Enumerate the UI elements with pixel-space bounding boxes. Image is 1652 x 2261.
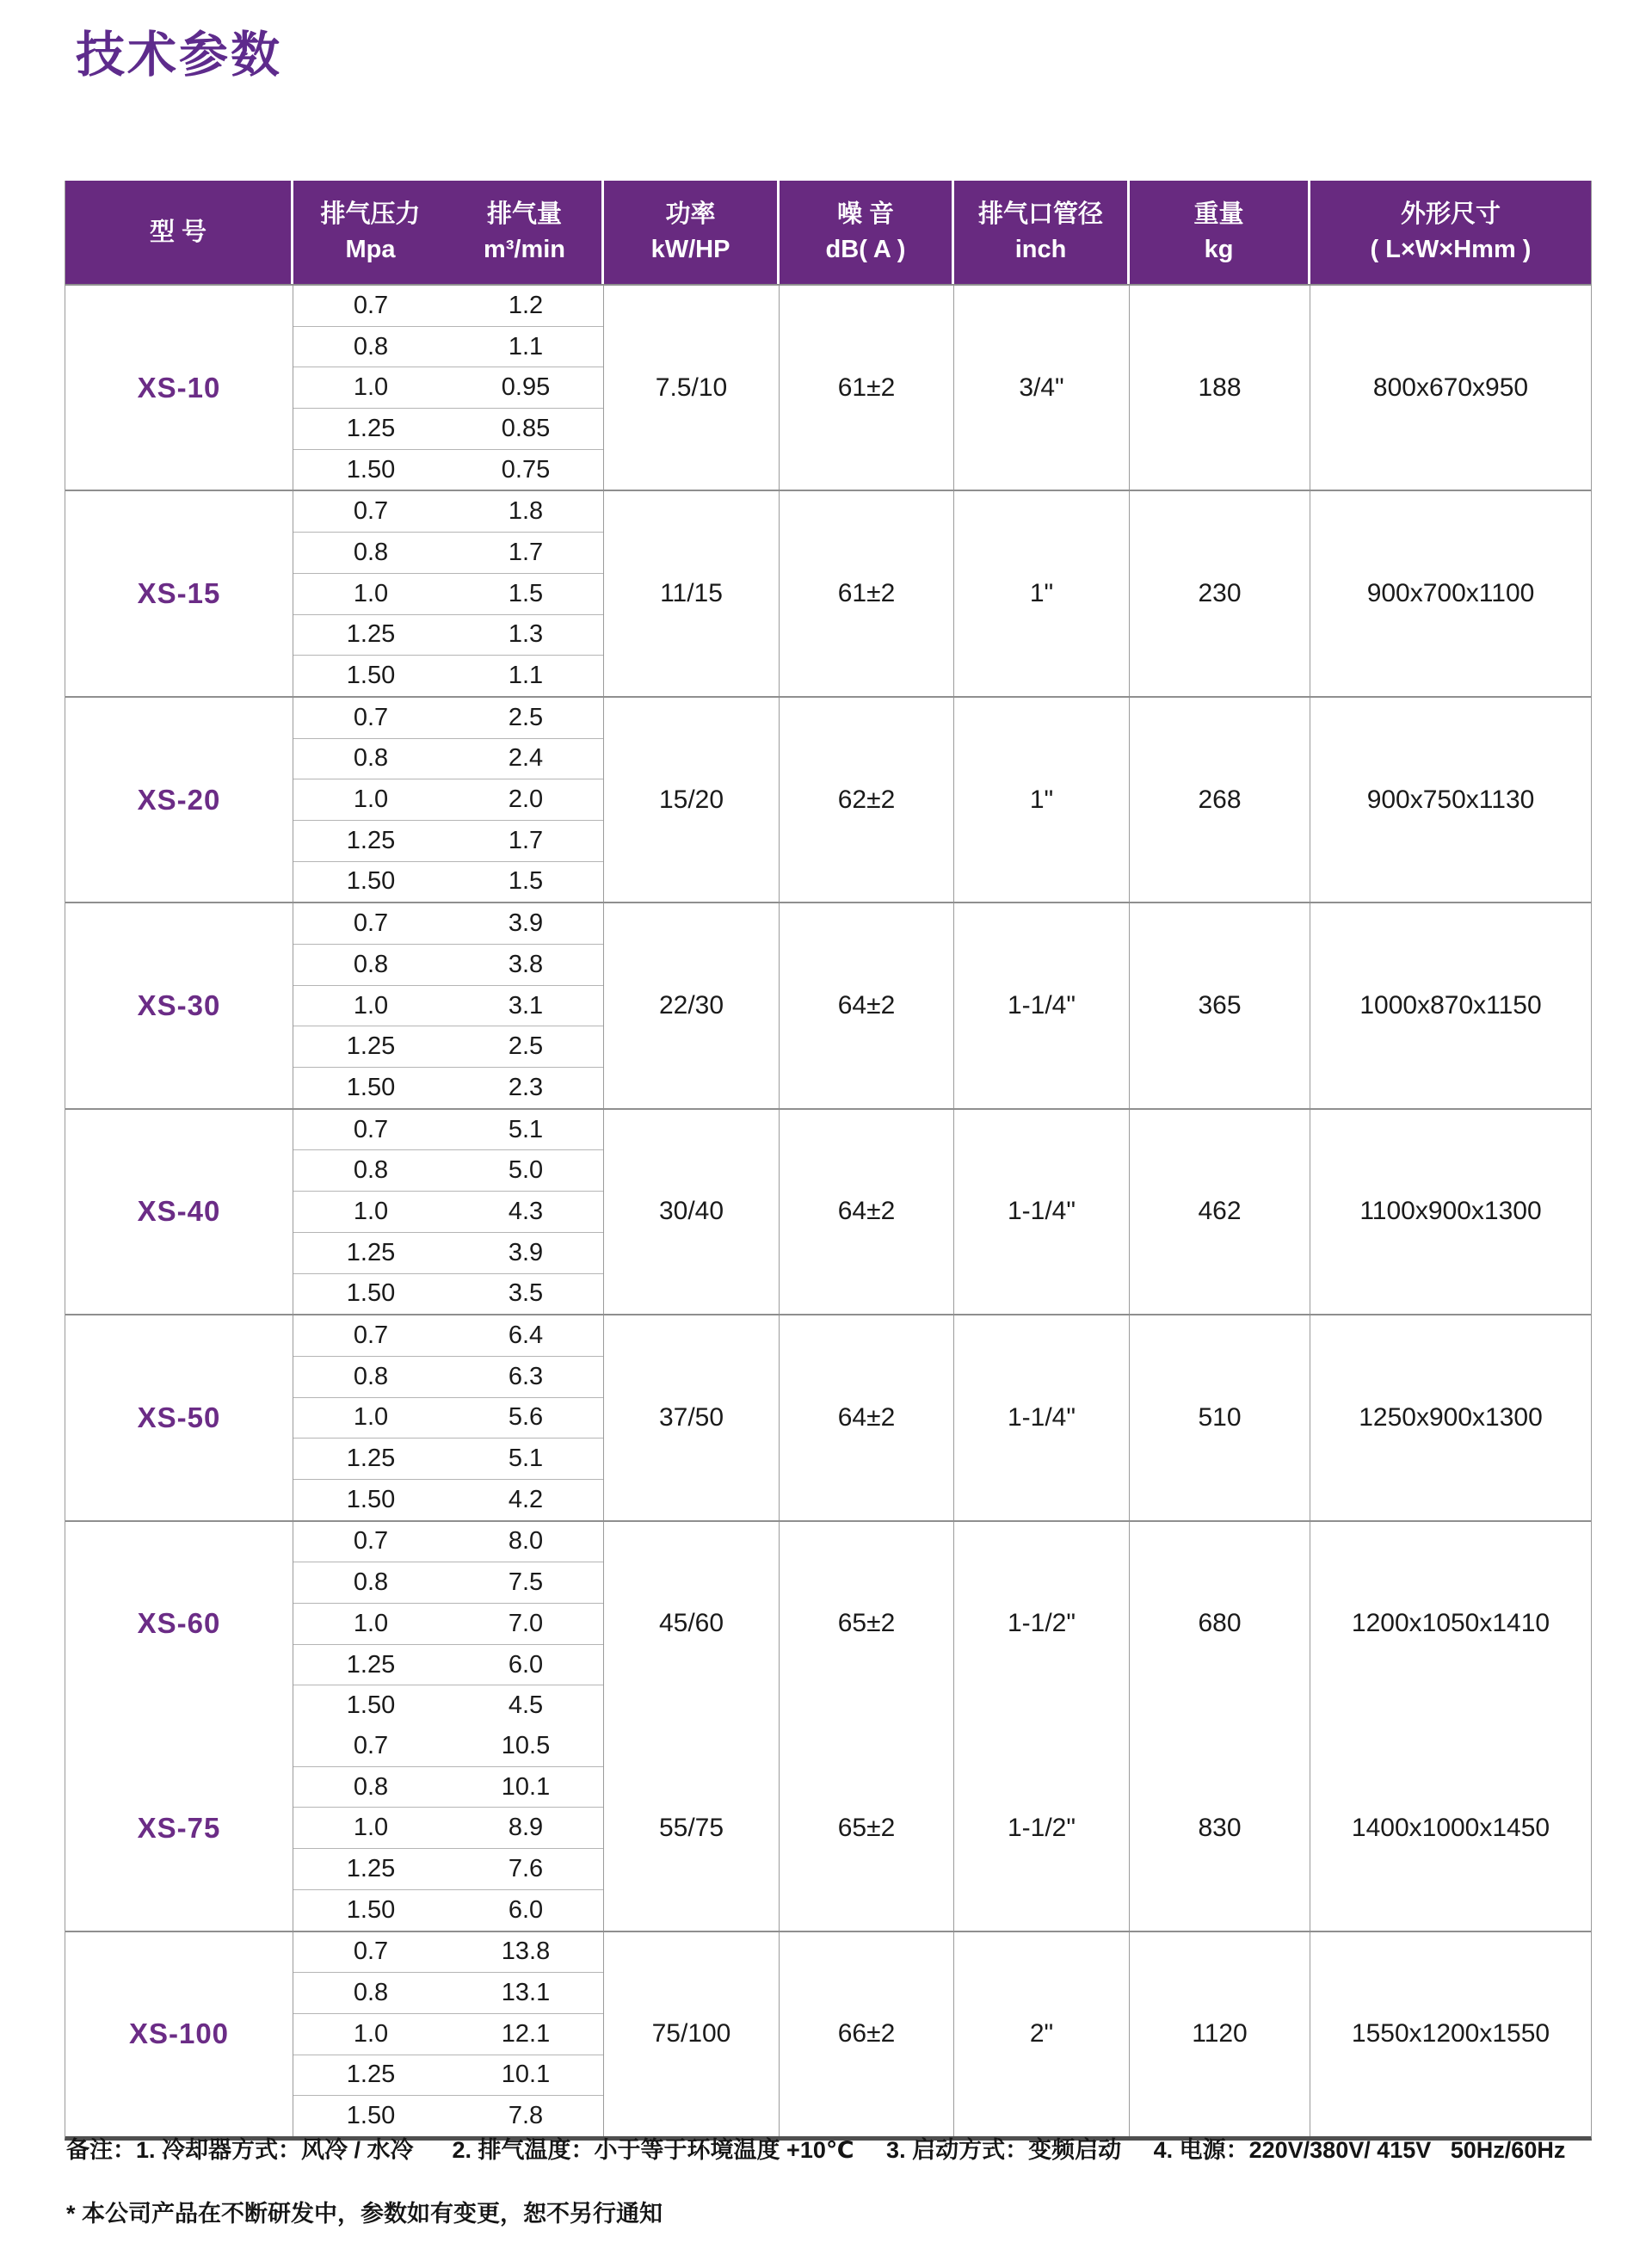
pressure-value: 1.0 bbox=[353, 1403, 389, 1432]
displacement-value: 3.5 bbox=[508, 1279, 544, 1308]
displacement-value: 6.0 bbox=[508, 1895, 544, 1924]
model-cell bbox=[65, 903, 293, 1107]
table-row bbox=[293, 2014, 603, 2055]
pressure-value: 1.50 bbox=[346, 1279, 396, 1308]
dims-value: 1550x1200x1550 bbox=[1351, 2019, 1550, 2048]
noise-value: 62±2 bbox=[780, 698, 954, 902]
header-dimensions bbox=[1310, 181, 1591, 284]
table-row bbox=[293, 779, 603, 821]
pressure-displacement-cell bbox=[293, 491, 604, 695]
pressure-value: 0.8 bbox=[353, 1568, 389, 1597]
pipe-value: 1-1/4" bbox=[954, 903, 1130, 1107]
pressure-value: 1.50 bbox=[346, 867, 396, 896]
table-row bbox=[293, 1604, 603, 1645]
model-cell bbox=[65, 491, 293, 695]
pressure-displacement-cell bbox=[293, 1522, 604, 1726]
pressure-value: 1.25 bbox=[346, 1650, 396, 1679]
model-cell bbox=[65, 286, 293, 490]
model-label: XS-40 bbox=[137, 1195, 221, 1228]
displacement-value: 0.75 bbox=[501, 455, 551, 484]
table-row bbox=[293, 1026, 603, 1068]
pipe-value: 1-1/4" bbox=[954, 1315, 1130, 1519]
weight-value: 680 bbox=[1130, 1522, 1310, 1726]
table-body bbox=[65, 284, 1591, 2136]
header-power-unit: kW/HP bbox=[650, 236, 730, 263]
pressure-value: 0.8 bbox=[353, 744, 389, 773]
table-row bbox=[293, 1398, 603, 1439]
displacement-value: 13.1 bbox=[501, 1979, 551, 2007]
table-row bbox=[293, 491, 603, 533]
table-row bbox=[293, 1274, 603, 1315]
pressure-value: 1.0 bbox=[353, 991, 389, 1020]
dims-value: 900x700x1100 bbox=[1366, 579, 1535, 608]
table-row bbox=[293, 1110, 603, 1151]
displacement-value: 10.1 bbox=[501, 2061, 551, 2089]
power-value: 7.5/10 bbox=[604, 286, 780, 490]
header-pressure-unit: Mpa bbox=[345, 236, 396, 263]
table-row bbox=[293, 945, 603, 986]
displacement-value: 3.9 bbox=[508, 1238, 544, 1266]
pressure-value: 0.8 bbox=[353, 1156, 389, 1185]
model-block-XS-30 bbox=[65, 902, 1591, 1107]
displacement-value: 1.7 bbox=[508, 538, 544, 566]
dims-value: 1250x900x1300 bbox=[1359, 1402, 1543, 1432]
table-row bbox=[293, 1480, 603, 1520]
pipe-value: 3/4" bbox=[954, 286, 1130, 490]
header-noise bbox=[780, 181, 954, 284]
displacement-value: 10.5 bbox=[501, 1731, 551, 1759]
displacement-value: 3.1 bbox=[508, 991, 544, 1020]
pressure-value: 0.7 bbox=[353, 1938, 389, 1966]
pressure-value: 0.7 bbox=[353, 1115, 389, 1143]
displacement-value: 0.85 bbox=[501, 414, 551, 442]
table-row bbox=[293, 1522, 603, 1563]
table-row bbox=[293, 821, 603, 862]
table-row bbox=[293, 2055, 603, 2097]
model-label: XS-50 bbox=[137, 1401, 221, 1433]
pressure-value: 0.7 bbox=[353, 1731, 389, 1759]
model-label: XS-20 bbox=[137, 783, 221, 816]
weight-value: 462 bbox=[1130, 1110, 1310, 1314]
header-weight-unit: kg bbox=[1204, 236, 1234, 263]
pressure-value: 1.25 bbox=[346, 414, 396, 442]
displacement-value: 5.1 bbox=[508, 1115, 544, 1143]
displacement-value: 12.1 bbox=[501, 2019, 551, 2048]
pipe-value: 1" bbox=[954, 698, 1130, 902]
displacement-value: 2.5 bbox=[508, 1032, 544, 1061]
table-row bbox=[293, 986, 603, 1027]
table-row bbox=[293, 1357, 603, 1398]
header-pressure bbox=[293, 197, 447, 268]
pressure-displacement-cell bbox=[293, 698, 604, 902]
displacement-value: 6.3 bbox=[508, 1362, 544, 1390]
spec-table bbox=[65, 181, 1592, 2141]
displacement-value: 4.5 bbox=[508, 1691, 544, 1720]
table-row bbox=[293, 862, 603, 903]
pressure-value: 1.25 bbox=[346, 1238, 396, 1266]
displacement-value: 1.1 bbox=[508, 662, 544, 690]
table-row bbox=[293, 1808, 603, 1849]
table-row bbox=[293, 533, 603, 574]
pipe-value: 1" bbox=[954, 491, 1130, 695]
displacement-value: 2.4 bbox=[508, 744, 544, 773]
table-row bbox=[293, 698, 603, 739]
table-row bbox=[293, 1192, 603, 1233]
power-value: 22/30 bbox=[604, 903, 780, 1107]
header-displacement-unit: m³/min bbox=[483, 236, 566, 263]
displacement-value: 10.1 bbox=[501, 1772, 551, 1801]
pipe-value: 1-1/2" bbox=[954, 1726, 1130, 1930]
note-line-2: * 本公司产品在不断研发中，参数如有变更，恕不另行通知 bbox=[66, 2201, 663, 2227]
model-cell bbox=[65, 1315, 293, 1519]
noise-value: 61±2 bbox=[780, 286, 954, 490]
pressure-value: 1.25 bbox=[346, 1032, 396, 1061]
model-block-XS-75 bbox=[65, 1726, 1591, 1930]
header-pipe-diameter bbox=[954, 181, 1130, 284]
header-power-label: 功率 bbox=[665, 200, 716, 228]
noise-value: 66±2 bbox=[780, 1932, 954, 2136]
pressure-value: 0.8 bbox=[353, 538, 389, 566]
model-label: XS-100 bbox=[128, 2018, 230, 2050]
displacement-value: 1.3 bbox=[508, 620, 544, 649]
weight-value: 230 bbox=[1130, 491, 1310, 695]
power-value: 55/75 bbox=[604, 1726, 780, 1930]
table-row bbox=[293, 1767, 603, 1808]
displacement-value: 5.1 bbox=[508, 1445, 544, 1473]
pressure-value: 1.0 bbox=[353, 1814, 389, 1842]
dims-value: 1400x1000x1450 bbox=[1351, 1813, 1550, 1842]
pipe-value: 1-1/2" bbox=[954, 1522, 1130, 1726]
power-value: 75/100 bbox=[604, 1932, 780, 2136]
table-row bbox=[293, 656, 603, 696]
table-row bbox=[293, 1562, 603, 1604]
noise-value: 65±2 bbox=[780, 1726, 954, 1930]
power-value: 45/60 bbox=[604, 1522, 780, 1726]
power-value: 15/20 bbox=[604, 698, 780, 902]
header-pressure-displacement bbox=[293, 181, 604, 284]
pressure-value: 1.0 bbox=[353, 785, 389, 814]
note-line-1: 备注：1. 冷却器方式：风冷 / 水冷 2. 排气温度：小于等于环境温度 +10℃ 3. 启动方式：变频启动 4. 电源：220V/380V/ 415V 50Hz/60Hz bbox=[66, 2137, 1566, 2163]
weight-value: 510 bbox=[1130, 1315, 1310, 1519]
pressure-value: 0.7 bbox=[353, 291, 389, 319]
pressure-value: 0.7 bbox=[353, 497, 389, 526]
header-pipe-diameter-unit: inch bbox=[1014, 236, 1067, 263]
displacement-value: 4.2 bbox=[508, 1485, 544, 1513]
header-power bbox=[604, 181, 780, 284]
table-row bbox=[293, 1932, 603, 1974]
weight-value: 1120 bbox=[1130, 1932, 1310, 2136]
header-noise-unit: dB( A ) bbox=[825, 236, 906, 263]
pressure-value: 1.0 bbox=[353, 579, 389, 607]
displacement-value: 8.9 bbox=[508, 1814, 544, 1842]
model-cell bbox=[65, 1726, 293, 1930]
pressure-value: 0.8 bbox=[353, 332, 389, 360]
pressure-value: 1.50 bbox=[346, 1073, 396, 1101]
model-cell bbox=[65, 698, 293, 902]
dims-value: 1100x900x1300 bbox=[1359, 1197, 1542, 1226]
pressure-value: 0.8 bbox=[353, 1772, 389, 1801]
pressure-value: 0.8 bbox=[353, 950, 389, 978]
weight-value: 268 bbox=[1130, 698, 1310, 902]
header-model bbox=[65, 181, 293, 284]
pressure-value: 0.7 bbox=[353, 703, 389, 731]
table-row bbox=[293, 1315, 603, 1357]
table-row bbox=[293, 574, 603, 615]
displacement-value: 5.6 bbox=[508, 1403, 544, 1432]
displacement-value: 7.0 bbox=[508, 1609, 544, 1637]
pressure-value: 1.0 bbox=[353, 373, 389, 402]
noise-value: 64±2 bbox=[780, 903, 954, 1107]
table-row bbox=[293, 1849, 603, 1890]
pressure-value: 0.7 bbox=[353, 1321, 389, 1350]
pressure-value: 0.7 bbox=[353, 1527, 389, 1556]
notes bbox=[66, 2103, 1565, 2261]
model-block-XS-10 bbox=[65, 284, 1591, 490]
displacement-value: 2.3 bbox=[508, 1073, 544, 1101]
displacement-value: 1.7 bbox=[508, 826, 544, 854]
displacement-value: 3.8 bbox=[508, 950, 544, 978]
pressure-value: 1.25 bbox=[346, 2061, 396, 2089]
dims-value: 900x750x1130 bbox=[1366, 785, 1535, 814]
dims-value: 1200x1050x1410 bbox=[1351, 1609, 1550, 1638]
displacement-value: 6.0 bbox=[508, 1650, 544, 1679]
header-displacement bbox=[447, 197, 601, 268]
header-noise-label: 噪 音 bbox=[836, 200, 895, 228]
displacement-value: 2.0 bbox=[508, 785, 544, 814]
table-header-row bbox=[65, 181, 1591, 284]
table-row bbox=[293, 1068, 603, 1108]
weight-value: 188 bbox=[1130, 286, 1310, 490]
header-pressure-label: 排气压力 bbox=[320, 200, 421, 228]
table-row bbox=[293, 1890, 603, 1931]
displacement-value: 5.0 bbox=[508, 1156, 544, 1185]
displacement-value: 1.8 bbox=[508, 497, 544, 526]
header-dimensions-label: 外形尺寸 bbox=[1400, 200, 1501, 228]
displacement-value: 2.5 bbox=[508, 703, 544, 731]
pressure-displacement-cell bbox=[293, 1726, 604, 1930]
pressure-value: 1.50 bbox=[346, 662, 396, 690]
displacement-value: 1.2 bbox=[508, 291, 544, 319]
model-block-XS-20 bbox=[65, 696, 1591, 902]
model-block-XS-50 bbox=[65, 1314, 1591, 1519]
model-label: XS-30 bbox=[137, 989, 221, 1022]
table-row bbox=[293, 1645, 603, 1686]
table-row bbox=[293, 409, 603, 450]
displacement-value: 6.4 bbox=[508, 1321, 544, 1350]
table-row bbox=[293, 1150, 603, 1192]
power-value: 11/15 bbox=[604, 491, 780, 695]
header-pipe-diameter-label: 排气口管径 bbox=[977, 200, 1103, 228]
power-value: 37/50 bbox=[604, 1315, 780, 1519]
displacement-value: 0.95 bbox=[501, 373, 551, 402]
model-cell bbox=[65, 1522, 293, 1726]
displacement-value: 8.0 bbox=[508, 1527, 544, 1556]
table-row bbox=[293, 450, 603, 490]
table-row bbox=[293, 286, 603, 327]
pressure-value: 1.50 bbox=[346, 1691, 396, 1720]
pressure-value: 1.25 bbox=[346, 826, 396, 854]
model-label: XS-75 bbox=[137, 1811, 221, 1844]
model-block-XS-40 bbox=[65, 1108, 1591, 1314]
pressure-value: 1.25 bbox=[346, 1445, 396, 1473]
model-block-XS-15 bbox=[65, 490, 1591, 695]
pressure-displacement-cell bbox=[293, 286, 604, 490]
displacement-value: 4.3 bbox=[508, 1197, 544, 1225]
page-title: 技术参数 bbox=[76, 28, 282, 83]
model-block-XS-60 bbox=[65, 1520, 1591, 1726]
model-label: XS-60 bbox=[137, 1607, 221, 1640]
displacement-value: 3.9 bbox=[508, 909, 544, 938]
table-row bbox=[293, 615, 603, 656]
pressure-displacement-cell bbox=[293, 1315, 604, 1519]
displacement-value: 7.5 bbox=[508, 1568, 544, 1597]
displacement-value: 7.6 bbox=[508, 1854, 544, 1882]
displacement-value: 13.8 bbox=[501, 1938, 551, 1966]
pressure-value: 0.7 bbox=[353, 909, 389, 938]
noise-value: 61±2 bbox=[780, 491, 954, 695]
header-model-label: 型 号 bbox=[149, 218, 207, 246]
pressure-value: 1.0 bbox=[353, 2019, 389, 2048]
header-displacement-label: 排气量 bbox=[486, 200, 562, 228]
displacement-value: 1.5 bbox=[508, 579, 544, 607]
pressure-value: 1.50 bbox=[346, 1485, 396, 1513]
pipe-value: 1-1/4" bbox=[954, 1110, 1130, 1314]
weight-value: 365 bbox=[1130, 903, 1310, 1107]
table-row bbox=[293, 327, 603, 368]
pressure-value: 0.8 bbox=[353, 1362, 389, 1390]
dims-value: 1000x870x1150 bbox=[1359, 991, 1542, 1020]
table-row bbox=[293, 1726, 603, 1767]
displacement-value: 1.1 bbox=[508, 332, 544, 360]
noise-value: 64±2 bbox=[780, 1315, 954, 1519]
model-cell bbox=[65, 1110, 293, 1314]
pressure-value: 1.0 bbox=[353, 1609, 389, 1637]
pressure-value: 1.25 bbox=[346, 1854, 396, 1882]
pressure-value: 0.8 bbox=[353, 1979, 389, 2007]
displacement-value: 1.5 bbox=[508, 867, 544, 896]
pressure-value: 1.50 bbox=[346, 2102, 396, 2130]
table-row bbox=[293, 367, 603, 409]
header-dimensions-unit: ( L×W×Hmm ) bbox=[1370, 236, 1532, 263]
table-row bbox=[293, 1685, 603, 1726]
table-row bbox=[293, 903, 603, 945]
weight-value: 830 bbox=[1130, 1726, 1310, 1930]
pressure-value: 1.50 bbox=[346, 455, 396, 484]
pressure-value: 1.25 bbox=[346, 620, 396, 649]
pressure-value: 1.0 bbox=[353, 1197, 389, 1225]
table-row bbox=[293, 1233, 603, 1274]
table-row bbox=[293, 739, 603, 780]
pressure-displacement-cell bbox=[293, 1110, 604, 1314]
table-row bbox=[293, 1973, 603, 2014]
power-value: 30/40 bbox=[604, 1110, 780, 1314]
pressure-displacement-cell bbox=[293, 903, 604, 1107]
pipe-value: 2" bbox=[954, 1932, 1130, 2136]
noise-value: 64±2 bbox=[780, 1110, 954, 1314]
model-label: XS-15 bbox=[137, 577, 221, 610]
pressure-value: 1.50 bbox=[346, 1895, 396, 1924]
table-row bbox=[293, 1439, 603, 1480]
dims-value: 800x670x950 bbox=[1372, 373, 1529, 402]
header-weight bbox=[1130, 181, 1310, 284]
displacement-value: 7.8 bbox=[508, 2102, 544, 2130]
model-label: XS-10 bbox=[137, 371, 221, 404]
header-weight-label: 重量 bbox=[1193, 200, 1244, 228]
noise-value: 65±2 bbox=[780, 1522, 954, 1726]
